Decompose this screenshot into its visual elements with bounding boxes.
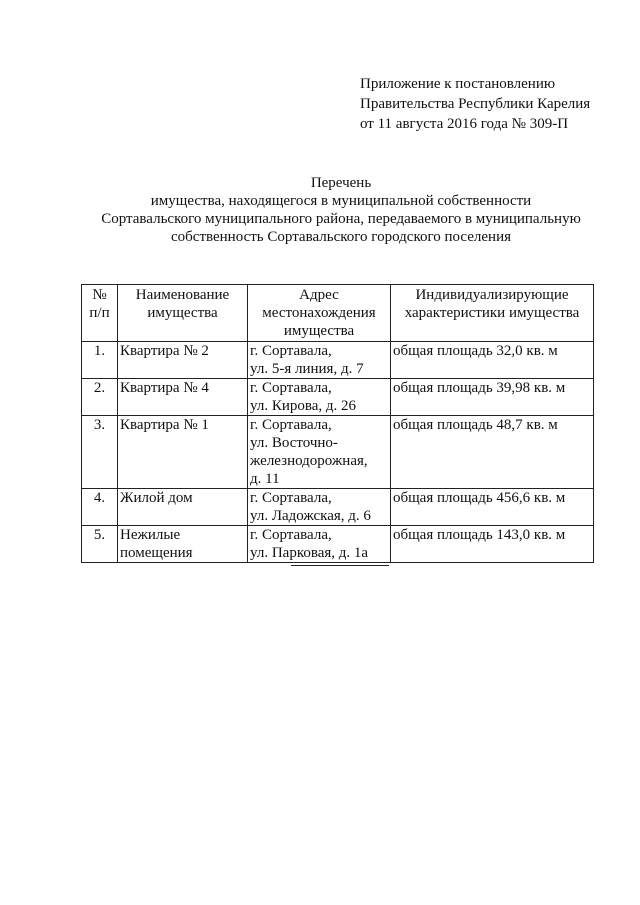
header-details: Индивидуализирующие характеристики имущества bbox=[391, 285, 594, 342]
table-row bbox=[82, 379, 594, 416]
row-name: Нежилые помещения bbox=[118, 526, 248, 563]
row-address: г. Сортавала, ул. Восточно- железнодорожная, д. 11 bbox=[248, 416, 391, 489]
appendix-header bbox=[360, 74, 590, 134]
table-row bbox=[82, 342, 594, 379]
row-name: Квартира № 2 bbox=[118, 342, 248, 379]
row-num: 1. bbox=[82, 342, 118, 379]
header-name: Наименование имущества bbox=[118, 285, 248, 342]
row-details: общая площадь 143,0 кв. м bbox=[391, 526, 594, 563]
table-header-row bbox=[82, 285, 594, 342]
document-title bbox=[60, 174, 622, 246]
title-line-4: собственность Сортавальского городского поселения bbox=[171, 229, 511, 245]
row-address: г. Сортавала, ул. Парковая, д. 1а bbox=[248, 526, 391, 563]
row-name: Квартира № 1 bbox=[118, 416, 248, 489]
row-details: общая площадь 39,98 кв. м bbox=[391, 379, 594, 416]
row-details: общая площадь 32,0 кв. м bbox=[391, 342, 594, 379]
row-num: 4. bbox=[82, 489, 118, 526]
title-line-2: имущества, находящегося в муниципальной собственности bbox=[150, 193, 532, 209]
row-num: 3. bbox=[82, 416, 118, 489]
title-line-3: Сортавальского муниципального района, передаваемого в муниципальную bbox=[101, 211, 581, 227]
header-address: Адрес местонахождения имущества bbox=[248, 285, 391, 342]
row-num: 2. bbox=[82, 379, 118, 416]
row-name: Квартира № 4 bbox=[118, 379, 248, 416]
end-of-document-rule bbox=[291, 565, 389, 566]
row-address: г. Сортавала, ул. Ладожская, д. 6 bbox=[248, 489, 391, 526]
row-address: г. Сортавала, ул. 5-я линия, д. 7 bbox=[248, 342, 391, 379]
row-details: общая площадь 456,6 кв. м bbox=[391, 489, 594, 526]
row-num: 5. bbox=[82, 526, 118, 563]
row-address: г. Сортавала, ул. Кирова, д. 26 bbox=[248, 379, 391, 416]
title-line-1: Перечень bbox=[310, 175, 372, 191]
property-table bbox=[81, 284, 594, 563]
appendix-line-2: Правительства Республики Карелия bbox=[360, 96, 591, 112]
table-row bbox=[82, 416, 594, 489]
row-name: Жилой дом bbox=[118, 489, 248, 526]
header-num: № п/п bbox=[82, 285, 118, 342]
appendix-line-3: от 11 августа 2016 года № 309-П bbox=[360, 116, 569, 132]
appendix-line-1: Приложение к постановлению bbox=[360, 76, 556, 92]
table-row bbox=[82, 526, 594, 563]
table-row bbox=[82, 489, 594, 526]
row-details: общая площадь 48,7 кв. м bbox=[391, 416, 594, 489]
